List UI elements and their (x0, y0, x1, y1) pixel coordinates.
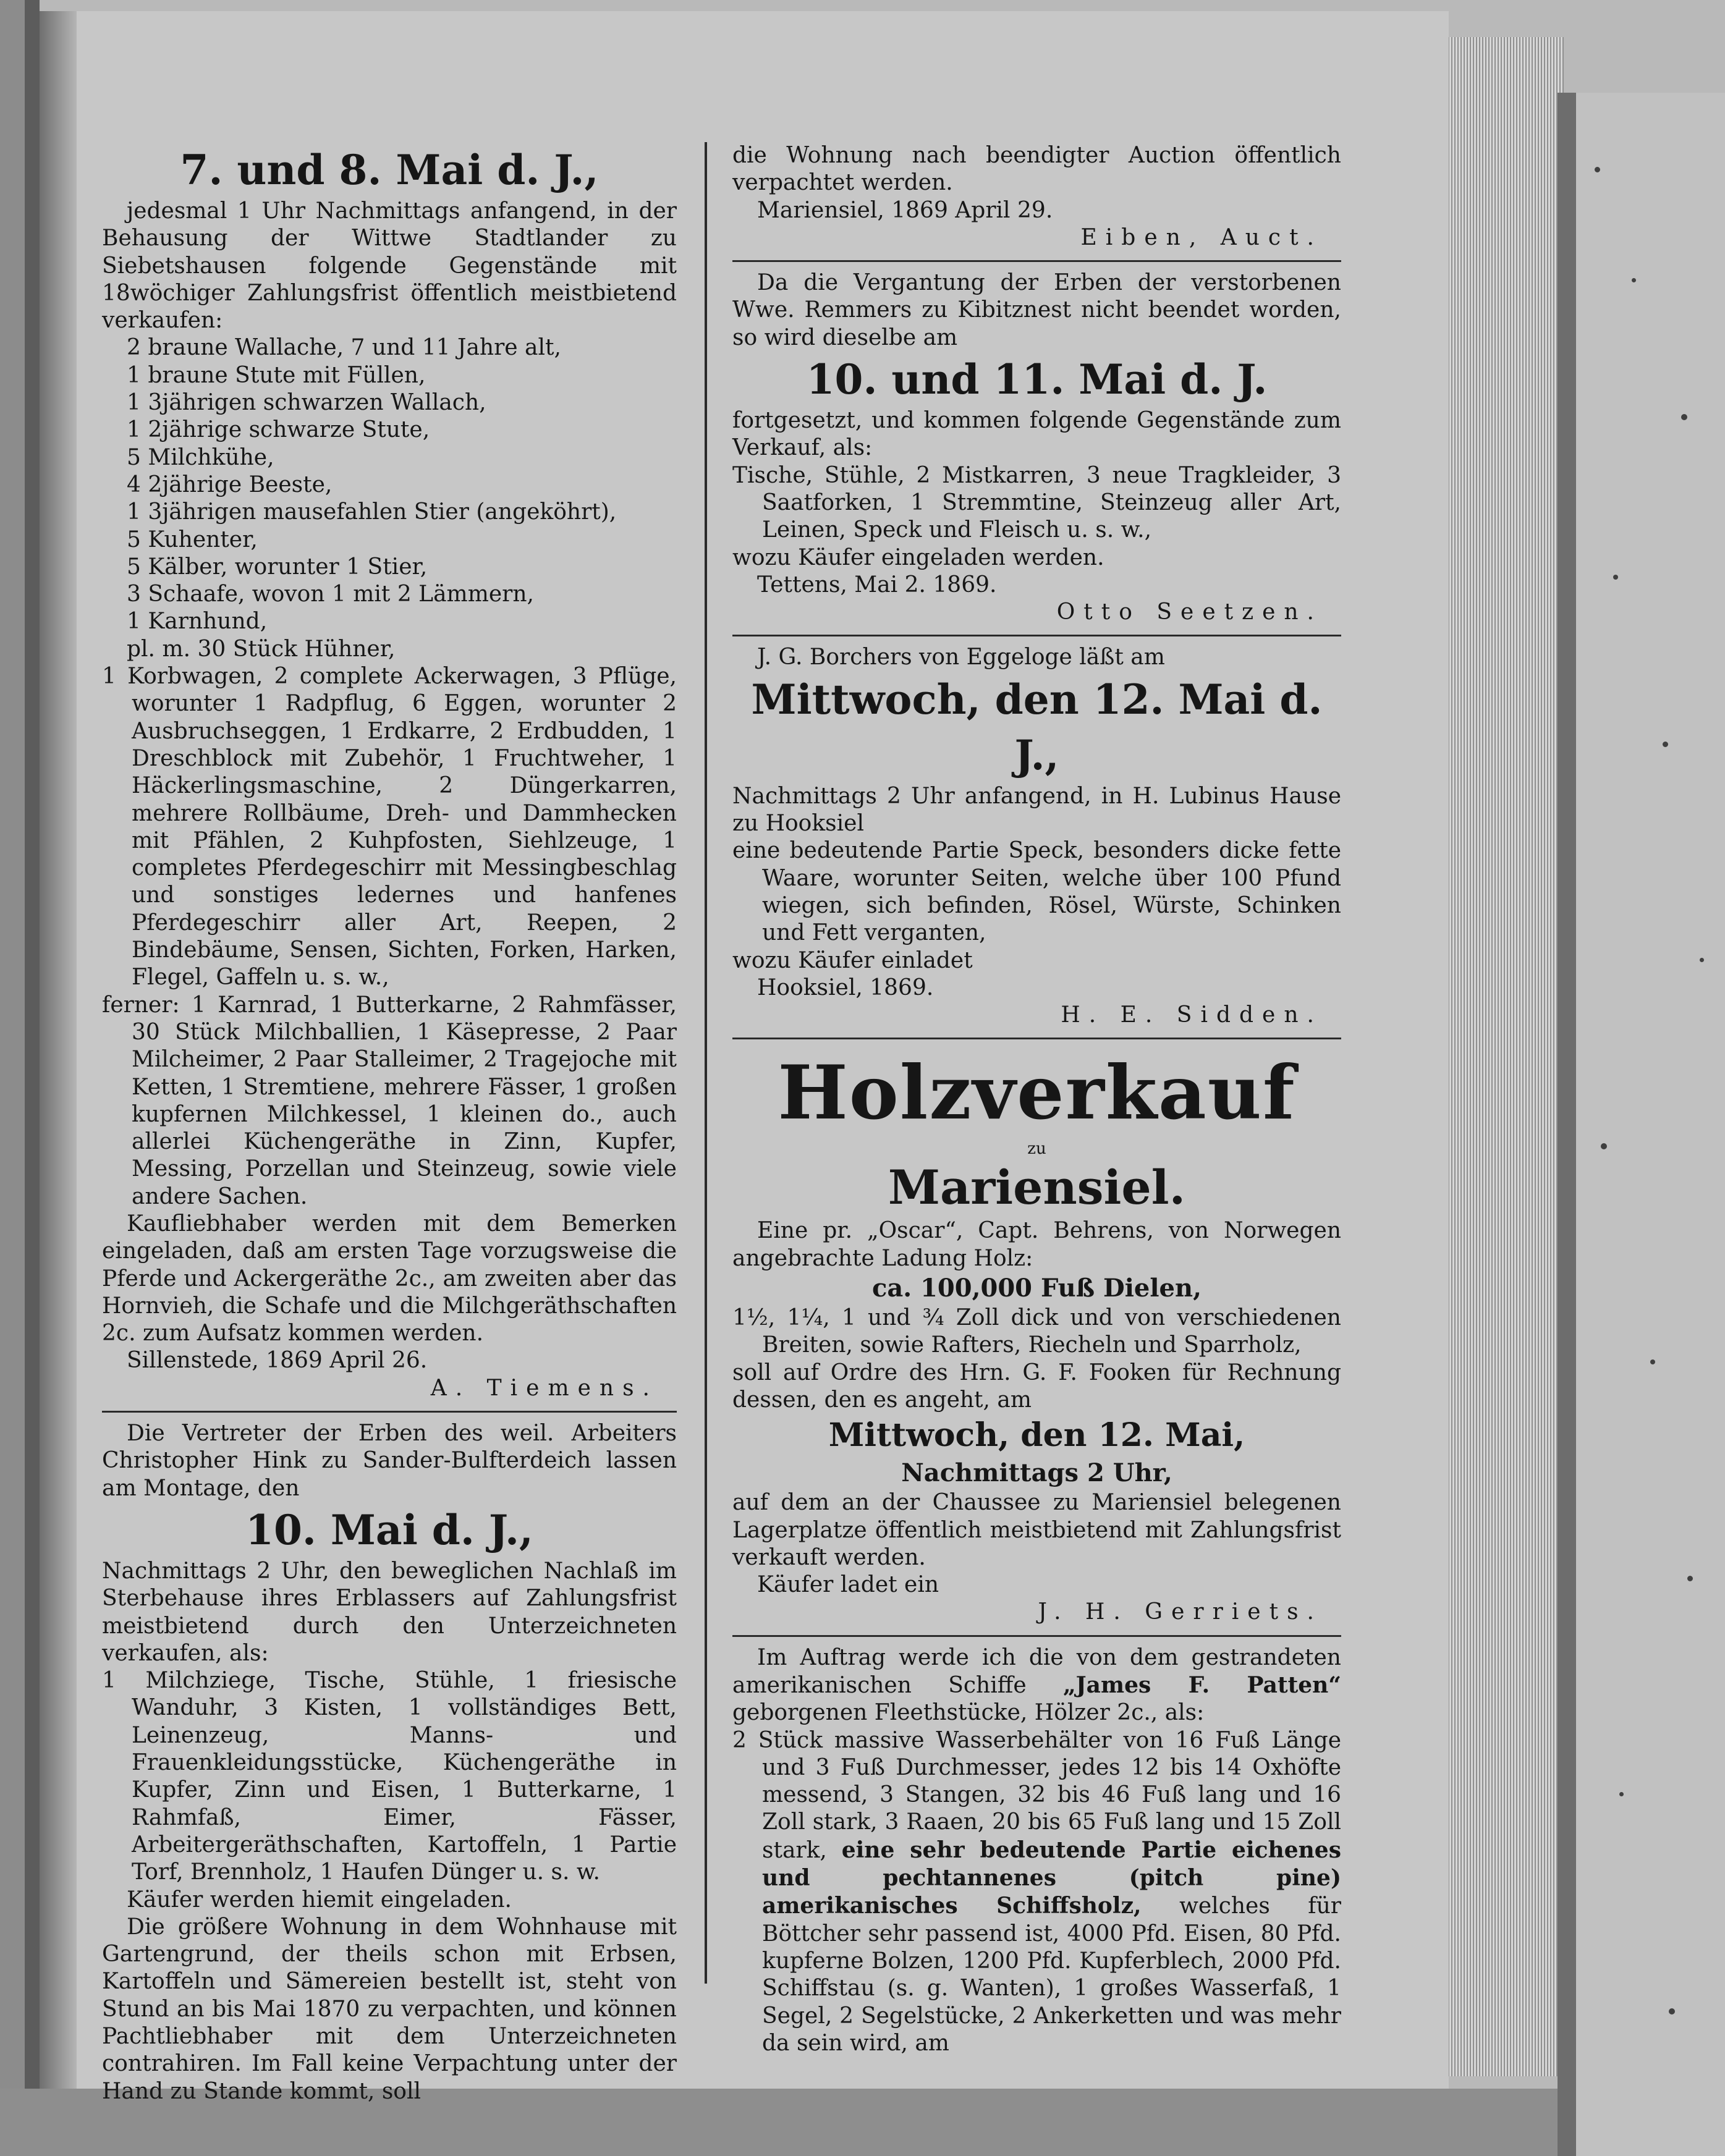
ad4-items: eine bedeutende Partie Speck, besonders dicke fette Waare, worunter Seiten, welche über 100 Pfund wiegen, sich befinden, Rösel, Würste, Schinken und Fett verganten, (732, 838, 1341, 946)
ad5-order: soll auf Ordre des Hrn. G. F. Fooken für Rechnung dessen, den es angeht, am (732, 1359, 1341, 1413)
ad3-body: fortgesetzt, und kommen folgende Gegenstände zum Verkauf, als: (732, 408, 1341, 461)
ad3-items: Tische, Stühle, 2 Mistkarren, 3 neue Tragkleider, 3 Saatforken, 1 Stremmtine, Steinzeug aller Art, Leinen, Speck und Fleisch u. s. w., (732, 462, 1341, 543)
ad1-item: 3 Schaafe, wovon 1 mit 2 Lämmern, (127, 581, 534, 607)
ad5-place-title: Mariensiel. (888, 1160, 1186, 1215)
ad4-intro: J. G. Borchers von Eggeloge läßt am (757, 645, 1165, 670)
ad1-item: 1 Karnhund, (127, 609, 268, 635)
ad3-signature: Otto Seetzen. (1056, 599, 1323, 625)
ad1-item: 1 braune Stute mit Füllen, (127, 362, 426, 388)
ad1-item: 4 2jährige Beeste, (127, 471, 333, 497)
ad1-item: 1 3jährigen schwarzen Wallach, (127, 390, 486, 416)
ad1-signature: A. Tiemens. (430, 1375, 658, 1401)
ad3-invite: wozu Käufer eingeladen werden. (732, 544, 1104, 570)
left-column (102, 142, 677, 2105)
page-edges (1440, 37, 1564, 2076)
ad6-ship-name: „James F. Patten“ (1062, 1672, 1341, 1698)
ad5-date: Mittwoch, den 12. Mai, (828, 1416, 1245, 1455)
right-column (732, 142, 1341, 2057)
ad4-heading: Mittwoch, den 12. Mai d. J., (751, 675, 1323, 779)
ad4-place-date: Hooksiel, 1869. (757, 974, 934, 1000)
ad5-intro: Eine pr. „Oscar“, Capt. Behrens, von Norwegen angebrachte Ladung Holz: (732, 1218, 1341, 1271)
ad4-signature: H. E. Sidden. (1061, 1002, 1323, 1028)
ad5-amount: ca. 100,000 Fuß Dielen, (871, 1274, 1202, 1303)
ad1-item: 1 2jährige schwarze Stute, (127, 417, 430, 443)
ad3-place-date: Tettens, Mai 2. 1869. (757, 572, 997, 598)
separator (732, 635, 1341, 636)
separator (732, 260, 1341, 262)
continued-place-date: Mariensiel, 1869 April 29. (757, 197, 1053, 223)
ad4-body: Nachmittags 2 Uhr anfangend, in H. Lubinus Hause zu Hooksiel (732, 783, 1341, 837)
ad5-location: auf dem an der Chaussee zu Mariensiel belegenen Lagerplatze öffentlich meistbietend mit Zahlungsfrist verkauft werden. (732, 1490, 1341, 1570)
ad6-intro-a: Im Auftrag werde ich die von dem gestrandeten amerikanischen Schiffe (732, 1644, 1341, 1698)
ad2-heading: 10. Mai d. J., (245, 1505, 533, 1554)
continued-signature: Eiben, Auct. (1080, 224, 1323, 250)
column-divider (705, 142, 707, 1984)
ad1-item: 5 Milchkühe, (127, 444, 274, 470)
separator (732, 1635, 1341, 1637)
continued-text: die Wohnung nach beendigter Auction öffentlich verpachtet werden. (732, 143, 1341, 196)
ad1-item: 2 braune Wallache, 7 und 11 Jahre alt, (127, 335, 561, 361)
ad6-items-text: 2 Stück massive Wasserbehälter von 16 Fuß Länge und 3 Fuß Durchmesser, jedes 12 bis 14 Oxhöfte messend, 3 Stangen, 32 bis 46 Fuß lang und 16 Zoll stark, 3 Raaen, 20 bis 65 Fuß lang und 15 Zoll stark, (732, 1727, 1341, 1863)
book-left-edge (0, 0, 40, 2156)
ad4-invite: wozu Käufer einladet (732, 947, 973, 973)
ad1-item: pl. m. 30 Stück Hühner, (127, 636, 396, 662)
ad2-items: 1 Milchziege, Tische, Stühle, 1 friesische Wanduhr, 3 Kisten, 1 vollständiges Bett, Leinenzeug, Manns- und Frauenkleidungsstücke, Küchengeräthe in Kupfer, Zinn und Eisen, 1 Butterkarne, 1 Rahmfaß, Eimer, Fässer, Arbeitergeräthschaften, Kartoffeln, 1 Partie Torf, Brennholz, 1 Haufen Dünger u. s. w. (102, 1668, 677, 1885)
ad3-intro: Da die Vergantung der Erben der verstorbenen Wwe. Remmers zu Kibitznest nicht beendet worden, so wird dieselbe am (732, 270, 1341, 350)
ad1-item: 1 3jährigen mausefahlen Stier (angeköhrt), (127, 499, 617, 525)
ad1-ferner: ferner: 1 Karnrad, 1 Butterkarne, 2 Rahmfässer, 30 Stück Milchballien, 1 Käsepresse, 2 Paar Milcheimer, 2 Paar Stalleimer, 2 Tragejoche mit Ketten, 1 Stremtiene, mehrere Fässer, 1 großen kupfernen Milchkessel, 1 kleinen do., auch allerlei Küchengeräthe in Zinn, Kupfer, Messing, Porzellan und Steinzeug, sowie viele andere Sachen. (102, 992, 677, 1209)
ad5-time: Nachmittags 2 Uhr, (901, 1458, 1172, 1488)
ad1-note: Kaufliebhaber werden mit dem Bemerken eingeladen, daß am ersten Tage vorzugsweise die Pferde und Ackergeräthe 2c., am zweiten aber das Hornvieh, die Schafe und die Milchgeräthschaften 2c. zum Aufsatz kommen werden. (102, 1211, 677, 1346)
ad1-heading: 7. und 8. Mai d. J., (180, 146, 599, 194)
ad6-rest: welches für Böttcher sehr passend ist, 4000 Pfd. Eisen, 80 Pfd. kupferne Bolzen, 1200 Pfd. Kupferblech, 2000 Pfd. Schiffstau (s. g. Wanten), 1 großes Wasserfaß, 1 Segel, 2 Segelstücke, 2 Ankerketten und was mehr da sein wird, am (762, 1893, 1341, 2056)
ad6-intro-b: geborgenen Fleethstücke, Hölzer 2c., als: (732, 1700, 1205, 1726)
ad6-items (732, 1727, 1341, 2058)
ad2-rent-notice: Die größere Wohnung in dem Wohnhause mit Gartengrund, der theils schon mit Erbsen, Kartoffeln und Sämereien bestellt ist, steht von Stund an bis Mai 1870 zu verpachten, und können Pachtliebhaber mit dem Unterzeichneten contrahiren. Im Fall keine Verpachtung unter der Hand zu Stande kommt, soll (102, 1914, 677, 2104)
ad2-body: Nachmittags 2 Uhr, den beweglichen Nachlaß im Sterbehause ihres Erblassers auf Zahlungsfrist meistbietend durch den Unterzeichneten verkaufen, als: (102, 1558, 677, 1666)
ad1-item: 5 Kuhenter, (127, 526, 258, 552)
ad5-signature: J. H. Gerriets. (1038, 1599, 1323, 1625)
ad1-place-date: Sillenstede, 1869 April 26. (127, 1348, 428, 1374)
ad1-item: 5 Kälber, worunter 1 Stier, (127, 554, 428, 580)
ad6-bold-part: eine sehr bedeutende Partie eichenes und pechtannenes (pitch pine) amerikanisches Schiffsholz, (762, 1837, 1341, 1919)
book-cover-board (1558, 93, 1725, 2156)
ad5-sizes: 1½, 1¼, 1 und ¾ Zoll dick und von verschiedenen Breiten, sowie Rafters, Riecheln und Sparrholz, (732, 1305, 1341, 1358)
ad6-intro (732, 1644, 1341, 1727)
ad1-intro: jedesmal 1 Uhr Nachmittags anfangend, in der Behausung der Wittwe Stadtlander zu Siebetshausen folgende Gegenstände mit 18wöchiger Zahlungsfrist öffentlich meistbietend verkaufen: (102, 198, 677, 334)
ad5-title: Holzverkauf (778, 1049, 1296, 1137)
ad2-invite: Käufer werden hiemit eingeladen. (127, 1887, 512, 1913)
separator (732, 1038, 1341, 1039)
ad5-invite: Käufer ladet ein (757, 1572, 939, 1598)
ad2-intro: Die Vertreter der Erben des weil. Arbeiters Christopher Hink zu Sander-Bulfterdeich lassen am Montage, den (102, 1421, 677, 1501)
separator (102, 1411, 677, 1413)
ad5-zu: zu (1027, 1139, 1046, 1159)
ad3-heading: 10. und 11. Mai d. J. (806, 355, 1268, 404)
ad1-item: 1 Korbwagen, 2 complete Ackerwagen, 3 Pflüge, worunter 1 Radpflug, 6 Eggen, worunter 2 Ausbruchseggen, 1 Erdkarre, 2 Erdbudden, 1 Dreschblock mit Zubehör, 1 Fruchtweher, 1 Häckerlingsmaschine, 2 Düngerkarren, mehrere Rollbäume, Dreh- und Dammhecken mit Pfählen, 2 Kuhpfosten, Siehlzeuge, 1 completes Pferdegeschirr mit Messingbeschlag und sonstiges ledernes und hanfenes Pferdegeschirr aller Art, Reepen, 2 Bindebäume, Sensen, Sichten, Forken, Harken, Flegel, Gaffeln u. s. w., (102, 664, 677, 991)
